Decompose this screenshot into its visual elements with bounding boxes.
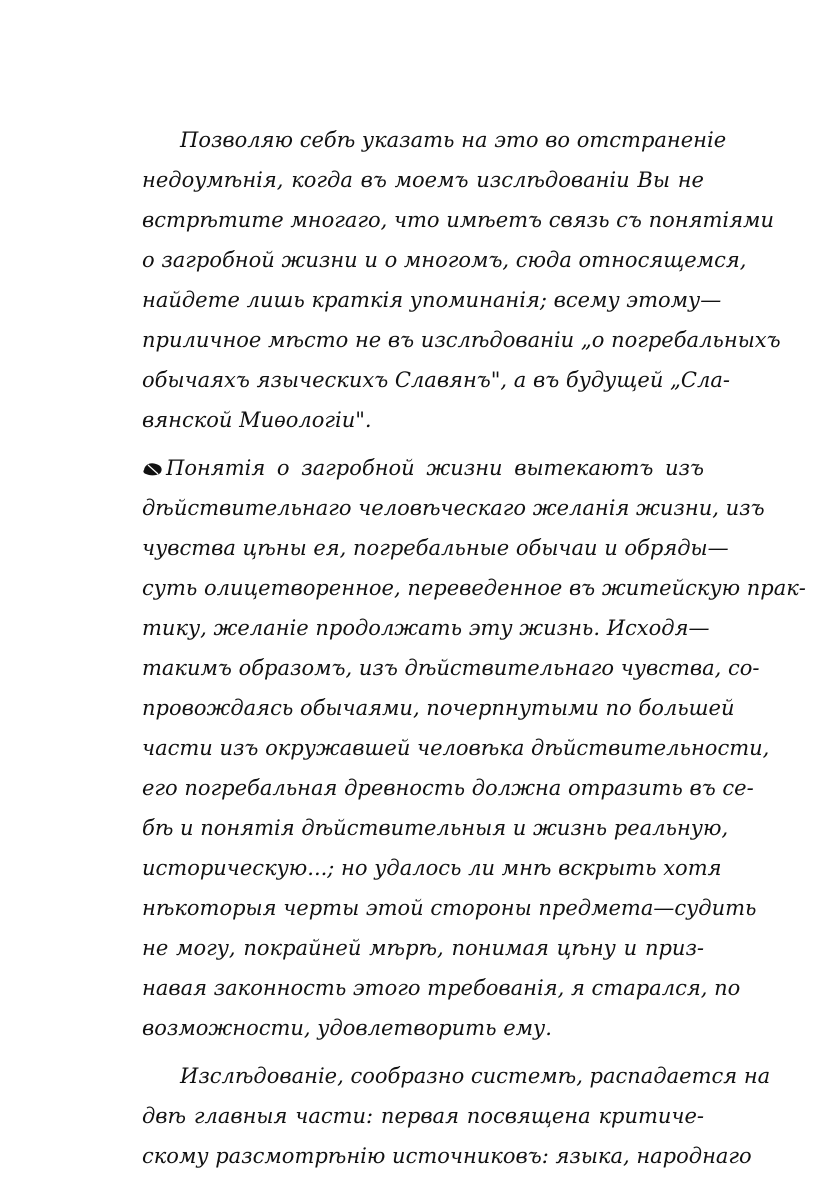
text-line: приличное мѣсто не въ изслѣдованіи „о погребальныхъ [142, 328, 781, 352]
text-line: части изъ окружавшей человѣка дѣйствительности, [142, 736, 770, 760]
text-line: тику, желаніе продолжать эту жизнь. Исходя— [142, 616, 710, 640]
text-line: встрѣтите многаго, что имѣетъ связь съ понятіями [142, 208, 774, 232]
text-line: недоумѣнія, когда въ моемъ изслѣдованіи Вы не [142, 168, 704, 192]
text-line: двѣ главныя части: первая посвящена критиче- [142, 1104, 704, 1128]
text-line: навая законность этого требованія, я старался, по [142, 976, 741, 1000]
text-line: историческую...; но удалось ли мнѣ вскрыть хотя [142, 856, 722, 880]
paragraph-mark-icon [142, 461, 164, 477]
text-line-content: Понятія о загробной жизни вытекаютъ изъ [166, 456, 704, 480]
text-line: провождаясь обычаями, почерпнутыми по большей [142, 696, 735, 720]
text-line [142, 448, 704, 488]
paragraph-2 [142, 448, 806, 1048]
text-line: суть олицетворенное, переведенное въ житейскую прак- [142, 576, 806, 600]
paragraph-1 [142, 120, 781, 440]
text-line: возможности, удовлетворить ему. [142, 1016, 552, 1040]
paragraph-gap [142, 440, 704, 448]
text-line: вянской Миѳологіи". [142, 408, 372, 432]
text-line: Изслѣдованіе, сообразно системѣ, распадается на [180, 1064, 771, 1088]
text-line: не могу, покрайней мѣрѣ, понимая цѣну и приз- [142, 936, 704, 960]
text-line: дѣйствительнаго человѣческаго желанія жизни, изъ [142, 496, 765, 520]
paragraph-gap [142, 1048, 704, 1056]
paragraph-3 [142, 1056, 771, 1176]
text-line: обычаяхъ языческихъ Славянъ", а въ будущей „Сла- [142, 368, 730, 392]
text-line: нѣкоторыя черты этой стороны предмета—судить [142, 896, 757, 920]
text-line: скому разсмотрѣнію источниковъ: языка, народнаго [142, 1144, 752, 1168]
text-line: бѣ и понятія дѣйствительныя и жизнь реальную, [142, 816, 729, 840]
text-line: о загробной жизни и о многомъ, сюда относящемся, [142, 248, 747, 272]
handwritten-text-block [142, 120, 806, 1176]
text-line: чувства цѣны ея, погребальные обычаи и обряды— [142, 536, 729, 560]
text-line: такимъ образомъ, изъ дѣйствительнаго чувства, со- [142, 656, 760, 680]
text-line: его погребальная древность должна отразить въ се- [142, 776, 754, 800]
text-line: найдете лишь краткія упоминанія; всему этому— [142, 288, 722, 312]
text-line: Позволяю себѣ указать на это во отстраненіе [180, 128, 727, 152]
